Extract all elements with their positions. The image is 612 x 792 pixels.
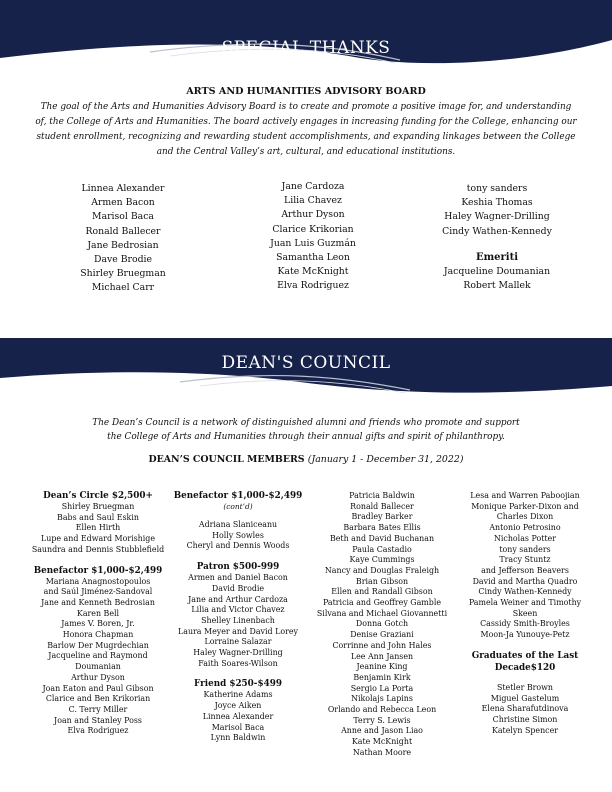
donor-name: Nikolajs Lapins <box>351 694 413 704</box>
spacer <box>455 641 595 650</box>
donor-name: Jacqueline and Raymond <box>48 651 148 661</box>
description-line: and the Central Valley’s art, cultural, and educational institutions. <box>156 147 456 157</box>
donor-name: Patricia Baldwin <box>349 491 415 500</box>
giving-level-heading: Benefactor $1,000-$2,499 <box>33 565 163 576</box>
donor-name: Lesa and Warren Paboojian <box>470 491 580 500</box>
board-member-name: Keshia Thomas <box>461 197 533 209</box>
donor-name: Barbara Bates Ellis <box>343 523 421 533</box>
donor-name: David and Martha Quadro <box>472 576 578 586</box>
donor-name: Nicholas Potter <box>494 533 556 543</box>
donor-name: Cindy Wathen-Kennedy <box>478 587 572 597</box>
giving-level-heading: Decade$120 <box>494 662 556 673</box>
board-member-name: Juan Luis Guzmán <box>270 237 356 249</box>
donor-name: Nancy and Douglas Fraleigh <box>324 565 440 575</box>
donor-name: Moon-Ja Yunouye-Petz <box>480 630 570 640</box>
banner-title: DEAN'S COUNCIL <box>221 353 391 373</box>
donor-name: Saundra and Dennis Stubblefield <box>31 544 165 554</box>
donor-name: Stetler Brown <box>496 682 554 692</box>
giving-level-heading: Patron $500-999 <box>196 562 280 573</box>
donor-name: Orlando and Rebecca Leon <box>327 705 437 715</box>
donor-name: Lynn Baldwin <box>210 733 266 743</box>
donor-name: and Jefferson Beavers <box>481 565 569 575</box>
donor-name: Lee Ann Jansen <box>350 651 414 661</box>
donor-name: James V. Boren, Jr. <box>61 619 135 629</box>
donor-name: Bradley Barker <box>351 512 413 522</box>
donor-name: Joyce Aiken <box>214 701 262 711</box>
donor-name: Armen and Daniel Bacon <box>188 573 288 583</box>
emeriti-name: Robert Mallek <box>463 280 531 292</box>
donor-name: Mariana Anagnostopoulos <box>45 576 151 586</box>
donor-column-2 <box>172 490 304 744</box>
description-line: The goal of the Arts and Humanities Advisory Board is to create and promote a positive image for, and understanding <box>40 102 572 112</box>
banner-wave-graphic <box>0 0 612 70</box>
spacer <box>172 552 304 561</box>
donor-name: Barlow Der Mugrdechian <box>47 640 149 650</box>
donor-name: Denise Graziani <box>350 630 414 640</box>
donor-name: Linnea Alexander <box>202 711 274 721</box>
donor-name: Corrinne and John Hales <box>332 640 432 650</box>
donor-name: Elva Rodriguez <box>67 726 129 736</box>
donor-name: Kate McKnight <box>351 737 413 747</box>
description-line: student enrollment, recognizing and rewarding student accomplishments, and expanding linkages between the College <box>36 132 576 142</box>
donor-name: Cheryl and Dennis Woods <box>186 541 290 551</box>
giving-level-heading: Friend $250-$499 <box>194 679 282 690</box>
deans-council-members-heading <box>0 454 612 465</box>
donor-name: Marisol Baca <box>211 722 265 732</box>
donor-name: C. Terry Miller <box>68 704 128 714</box>
donor-name: Shirley Bruegman <box>61 502 135 511</box>
donor-name: Charles Dixon <box>496 512 554 522</box>
deans-council-intro <box>40 416 572 444</box>
donor-name: Benjamin Kirk <box>353 672 411 682</box>
banner-wave-graphic <box>0 338 612 408</box>
donor-name: Kaye Cummings <box>349 555 415 565</box>
donor-name: Brian Gibson <box>355 576 409 586</box>
donor-name: Jane and Arthur Cardoza <box>188 594 288 604</box>
board-member-name: Jane Cardoza <box>281 181 345 192</box>
description-line: of, the College of Arts and Humanities. The board actively engages in increasing funding for the College, enhancing our <box>35 117 577 127</box>
donor-name: Terry S. Lewis <box>353 715 411 725</box>
board-member-column-1 <box>63 182 183 296</box>
members-title: DEAN’S COUNCIL MEMBERS <box>148 454 305 465</box>
spacer <box>172 511 304 520</box>
donor-name: Donna Gotch <box>355 619 409 629</box>
donor-name: Arthur Dyson <box>71 672 125 682</box>
donor-name: and Saúl Jiménez-Sandoval <box>43 587 153 597</box>
donor-name: Adriana Slaniceanu <box>198 520 278 529</box>
board-member-name: Dave Brodie <box>93 254 152 266</box>
board-member-name: Ronald Ballecer <box>85 225 161 237</box>
board-member-name: Armen Bacon <box>91 197 155 209</box>
donor-name: Shelley Linenbach <box>201 615 275 625</box>
giving-level-heading: Graduates of the Last <box>471 650 579 661</box>
donor-name: Joan and Stanley Poss <box>54 715 142 725</box>
donor-name: Lilia and Victor Chavez <box>191 605 285 615</box>
donor-name: Christine Simon <box>492 714 558 724</box>
donor-name: Sergio La Porta <box>350 683 414 693</box>
spacer <box>455 674 595 683</box>
donor-name: Lupe and Edward Morishige <box>41 534 155 544</box>
donor-name: Katherine Adams <box>203 690 273 700</box>
advisory-board-heading: ARTS AND HUMANITIES ADVISORY BOARD <box>186 86 426 97</box>
board-member-name: Michael Carr <box>91 282 155 294</box>
board-member-name: Kate McKnight <box>277 266 349 278</box>
donor-name: Ellen and Randall Gibson <box>331 587 433 597</box>
spacer <box>172 669 304 678</box>
board-member-name: Clarice Krikorian <box>272 223 354 235</box>
donor-name: Patricia and Geoffrey Gamble <box>322 598 442 608</box>
advisory-board-description <box>32 100 580 160</box>
board-member-name: Haley Wagner-Drilling <box>444 211 550 223</box>
donor-name: Cassidy Smith-Broyles <box>480 619 570 629</box>
intro-line: The Dean’s Council is a network of distinguished alumni and friends who promote and support <box>92 418 520 428</box>
donor-name: Lorraine Salazar <box>204 637 272 647</box>
donor-name: Antonio Petrosino <box>489 523 561 533</box>
donor-name: Tracy Stuntz <box>499 555 551 565</box>
special-thanks-banner <box>0 0 612 70</box>
donor-name: Katelyn Spencer <box>491 725 559 735</box>
giving-level-heading: Dean’s Circle $2,500+ <box>43 491 153 501</box>
donor-column-3 <box>308 491 456 759</box>
donor-column-1 <box>28 490 168 737</box>
giving-level-heading: Benefactor $1,000-$2,499 <box>173 491 303 501</box>
donor-name: David Brodie <box>211 583 265 593</box>
donor-name: Elena Sharafutdinova <box>481 704 569 714</box>
donor-name: Beth and David Buchanan <box>329 533 435 543</box>
board-member-column-2 <box>248 180 378 294</box>
donor-name: Paula Castadio <box>352 544 412 554</box>
donor-name: Silvana and Michael Giovannetti <box>316 608 448 618</box>
donor-name: Haley Wagner-Drilling <box>193 648 283 658</box>
donor-name: Monique Parker-Dixon and <box>471 501 579 511</box>
donor-name: Pamela Weiner and Timothy <box>468 598 582 608</box>
board-member-name: tony sanders <box>466 183 528 194</box>
donor-name: Holly Sowles <box>212 530 264 540</box>
donor-name: Babs and Saul Eskin <box>57 512 139 522</box>
board-member-name: Arthur Dyson <box>281 209 345 221</box>
board-member-name: Marisol Baca <box>92 211 154 223</box>
board-member-name: Linnea Alexander <box>81 183 165 194</box>
donor-name: Laura Meyer and David Lorey <box>178 626 298 636</box>
board-member-name: Shirley Bruegman <box>80 268 166 280</box>
members-date-range: (January 1 - December 31, 2022) <box>307 454 464 465</box>
donor-name: Doumanian <box>75 662 121 672</box>
donor-name: Faith Soares-Wilson <box>198 658 278 668</box>
board-member-name: Jane Bedrosian <box>87 239 159 251</box>
emeriti-name: Jacqueline Doumanian <box>443 266 551 278</box>
donor-name: Skeen <box>512 608 538 618</box>
donor-name: tony sanders <box>499 544 551 554</box>
donor-name: Miguel Gastelum <box>490 693 560 703</box>
board-member-name: Cindy Wathen-Kennedy <box>442 225 552 237</box>
spacer <box>28 556 168 565</box>
board-member-name: Elva Rodriguez <box>277 280 349 292</box>
donor-name: Nathan Moore <box>352 747 412 757</box>
deans-council-banner <box>0 338 612 408</box>
donor-name: Karen Bell <box>76 608 120 618</box>
emeriti-heading: Emeriti <box>475 251 519 263</box>
board-member-name: Lilia Chavez <box>284 195 342 207</box>
donor-name: Jeanine King <box>356 662 408 672</box>
intro-line: the College of Arts and Humanities through their annual gifts and spirit of philanthropy. <box>107 432 505 442</box>
donor-name: Jane and Kenneth Bedrosian <box>41 597 155 607</box>
donor-name: Anne and Jason Liao <box>341 726 423 736</box>
continued-note: (cont’d) <box>223 502 253 511</box>
donor-column-4 <box>455 491 595 736</box>
donor-name: Ellen Hirth <box>75 523 121 533</box>
donor-name: Clarice and Ben Krikorian <box>45 694 151 704</box>
banner-title: SPECIAL THANKS <box>221 38 391 58</box>
donor-name: Joan Eaton and Paul Gibson <box>42 683 154 693</box>
donor-name: Honora Chapman <box>62 630 134 640</box>
board-member-name: Samantha Leon <box>276 252 350 264</box>
donor-name: Ronald Ballecer <box>350 501 414 511</box>
board-member-column-3 <box>422 182 572 293</box>
